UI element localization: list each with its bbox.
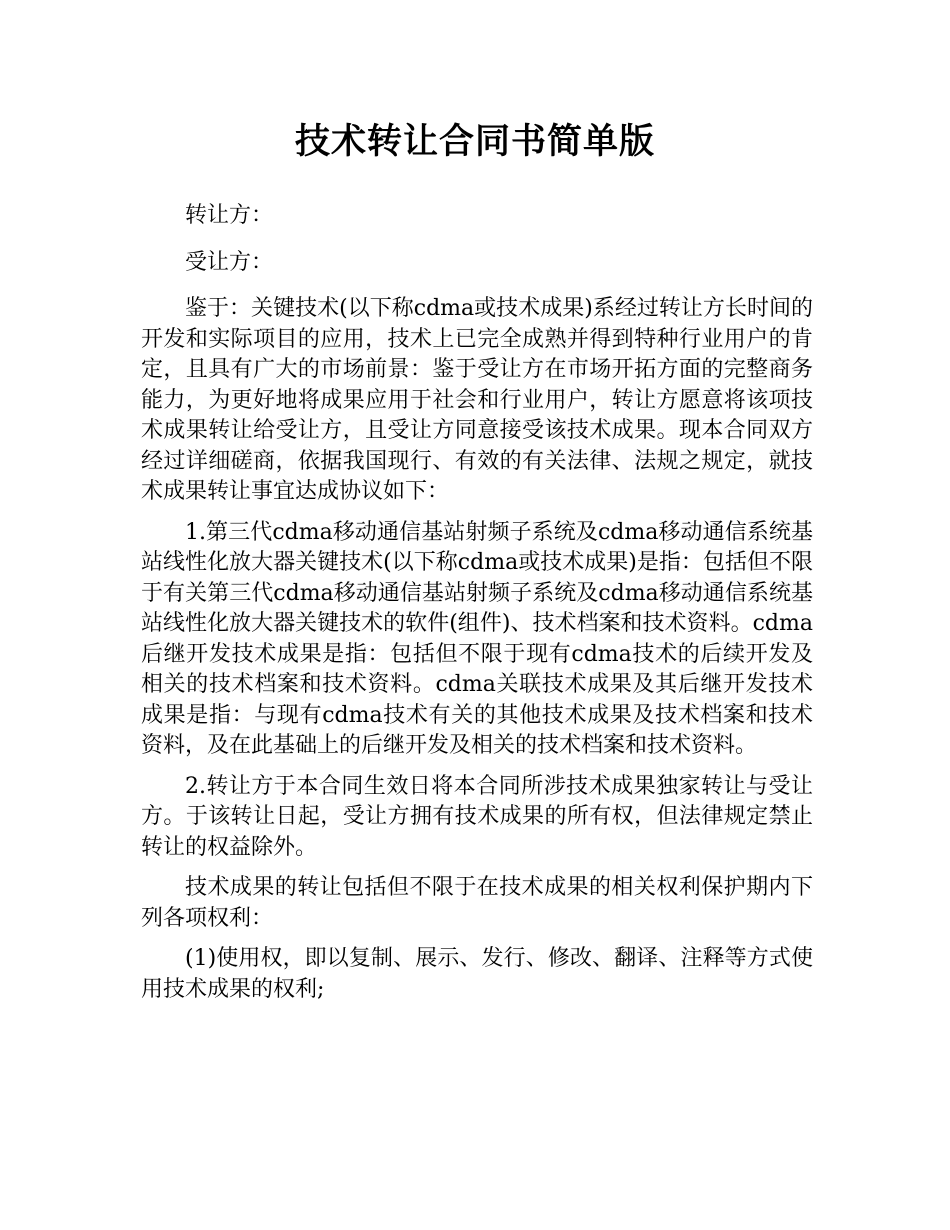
- transferor-line: 转让方：: [185, 203, 274, 228]
- rights-intro-paragraph: 技术成果的转让包括但不限于在技术成果的相关权利保护期内下列各项权利：: [141, 875, 813, 931]
- right-item-1-paragraph: (1)使用权，即以复制、展示、发行、修改、翻译、注释等方式使用技术成果的权利;: [141, 946, 813, 1002]
- whereas-paragraph: 鉴于：关键技术(以下称cdma或技术成果)系经过转让方长时间的开发和实际项目的应用，技术上已完全成熟并得到特种行业用户的肯定，且具有广大的市场前景：鉴于受让方在市场开拓方面的完整商务能力，为更好地将成果应用于社会和行业用户，转让方愿意将该项技术成果转让给受让方，且受让方同意接受该技术成果。现本合同双方经过详细磋商，依据我国现行、有效的有关法律、法规之规定，就技术成果转让事宜达成协议如下：: [141, 296, 813, 504]
- clause-1-paragraph: 1.第三代cdma移动通信基站射频子系统及cdma移动通信系统基站线性化放大器关键技术(以下称cdma或技术成果)是指：包括但不限于有关第三代cdma移动通信基站射频子系统及cdma移动通信系统基站线性化放大器关键技术的软件(组件)、技术档案和技术资料。cdma后继开发技术成果是指：包括但不限于现有cdma技术的后续开发及相关的技术档案和技术资料。cdma关联技术成果及其后继开发技术成果是指：与现有cdma技术有关的其他技术成果及技术档案和技术资料，及在此基础上的后继开发及相关的技术档案和技术资料。: [141, 519, 813, 758]
- transferee-line: 受让方：: [185, 249, 274, 275]
- clause-2-paragraph: 2.转让方于本合同生效日将本合同所涉技术成果独家转让与受让方。于该转让日起，受让方拥有技术成果的所有权，但法律规定禁止转让的权益除外。: [141, 773, 813, 860]
- document-title: 技术转让合同书简单版: [294, 122, 655, 162]
- document-body: [141, 201, 813, 1015]
